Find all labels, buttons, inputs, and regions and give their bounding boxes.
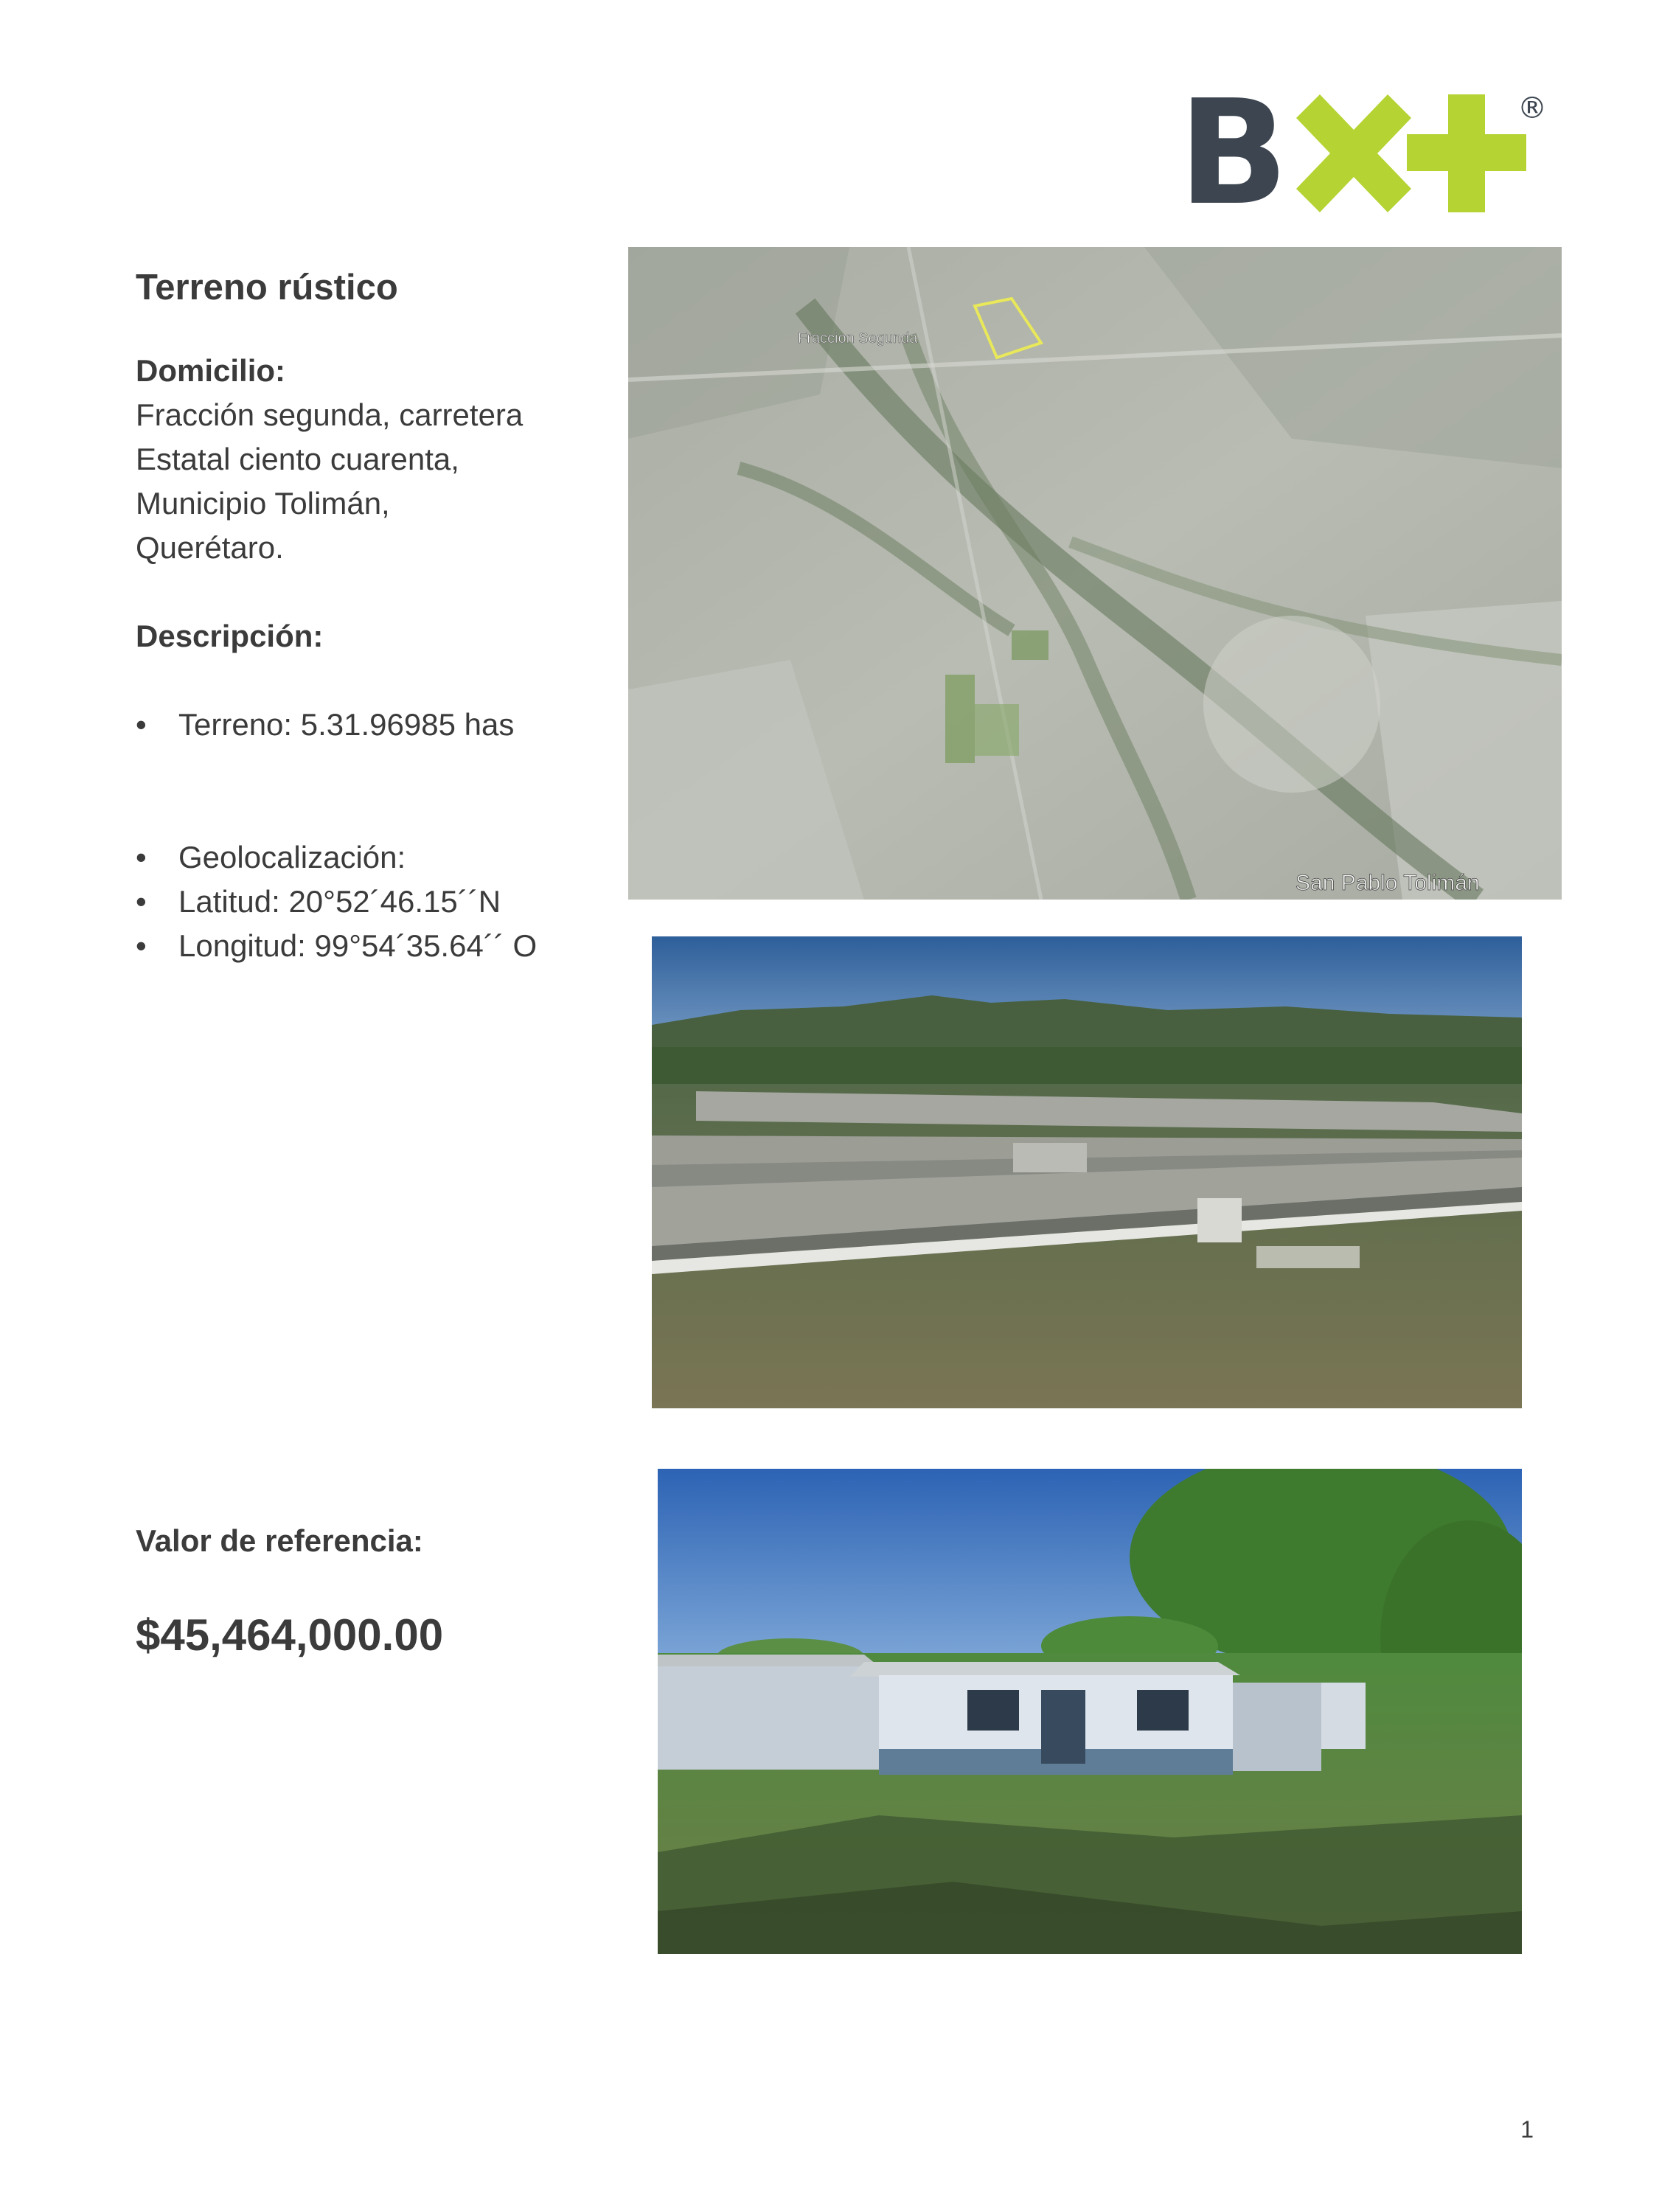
aerial-map-image (628, 247, 1562, 900)
list-item: • Terreno: 5.31.96985 has (136, 707, 515, 742)
list-item: • Geolocalización: (136, 840, 406, 874)
address-line: Fracción segunda, carretera (136, 397, 524, 432)
address-line: Estatal ciento cuarenta, (136, 442, 459, 476)
valor-label: Valor de referencia: (136, 1523, 423, 1558)
list-item: • Latitud: 20°52´46.15´´N (136, 884, 501, 919)
latitude-text: Latitud: 20°52´46.15´´N (178, 884, 501, 919)
longitude-text: Longitud: 99°54´35.64´´ O (178, 928, 538, 963)
logo-letter-b: B (1178, 69, 1286, 237)
domicilio-label: Domicilio: (136, 353, 286, 388)
building-photo (658, 1469, 1522, 1954)
terreno-list (136, 703, 608, 747)
geo-list (136, 835, 608, 968)
map-parcel-label: Fraccion Segunda (798, 330, 918, 347)
registered-mark: ® (1517, 91, 1547, 125)
geo-heading: Geolocalización: (178, 840, 406, 874)
property-info (136, 262, 608, 968)
descripcion-label: Descripción: (136, 619, 324, 653)
list-item: • Longitud: 99°54´35.64´´ O (136, 928, 538, 963)
address-line: Municipio Tolimán, (136, 486, 390, 521)
logo-plus-mark (1407, 94, 1526, 212)
terreno-text: Terreno: 5.31.96985 has (178, 707, 515, 742)
page-number: 1 (1520, 2116, 1534, 2143)
address-line: Querétaro. (136, 530, 284, 565)
sheds-photo (652, 936, 1522, 1408)
map-town-label: San Pablo Tolimán (1295, 871, 1480, 895)
bx-plus-logo (1178, 69, 1547, 237)
price-value: $45,464,000.00 (136, 1610, 444, 1660)
page-title: Terreno rústico (136, 268, 398, 307)
logo-x-mark (1296, 94, 1411, 212)
